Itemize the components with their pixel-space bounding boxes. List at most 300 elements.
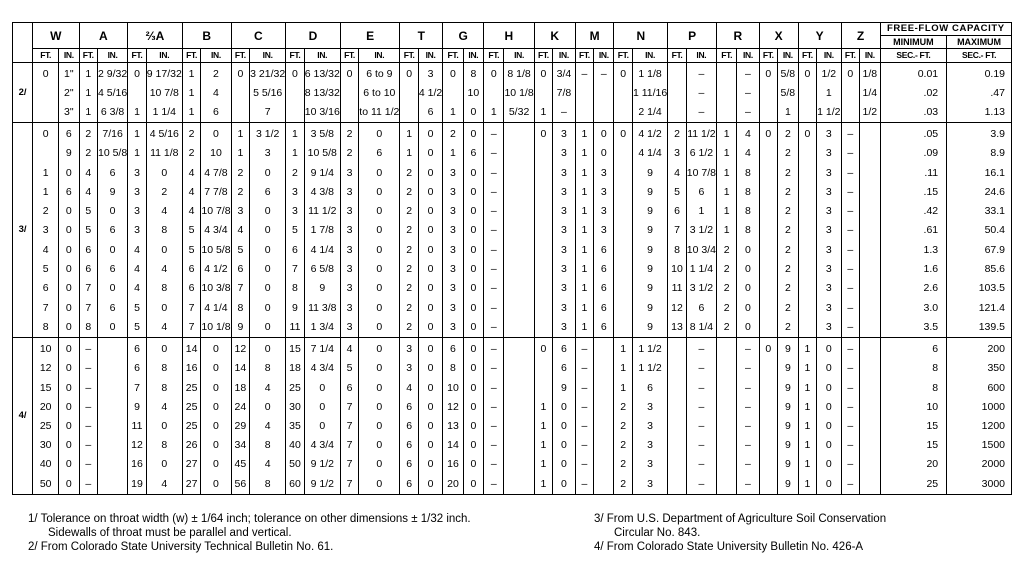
table-cell: 3 <box>647 458 654 471</box>
table-cell: 2 <box>406 205 413 218</box>
table-cell <box>760 455 778 474</box>
table-cell: 10 <box>447 381 459 394</box>
data-column-cell <box>231 338 250 495</box>
table-cell <box>799 183 817 202</box>
table-cell <box>594 455 613 474</box>
table-cell: 3 <box>346 205 353 218</box>
table-cell: 2 <box>620 400 627 413</box>
table-cell <box>535 183 553 202</box>
table-cell: – <box>490 458 497 471</box>
table-cell <box>614 84 632 103</box>
unit-label: IN. <box>553 49 575 63</box>
table-cell: 3 1/2 <box>255 128 280 140</box>
table-cell: – <box>847 362 854 375</box>
table-cell <box>33 84 58 103</box>
data-column-cell <box>463 63 483 123</box>
table-cell: 3 <box>647 439 654 452</box>
data-column-cell <box>717 63 737 123</box>
table-cell: 0 <box>376 458 383 471</box>
table-cell: 6 <box>109 166 116 179</box>
table-cell: – <box>847 166 854 179</box>
table-cell <box>860 144 880 163</box>
table-cell: – <box>490 343 497 356</box>
table-cell: 1 <box>85 68 92 80</box>
table-cell: 0 <box>804 128 811 140</box>
table-cell: 0 <box>65 320 72 333</box>
table-cell: 1 <box>540 400 547 413</box>
table-cell <box>614 183 632 202</box>
unit-label: IN. <box>737 49 759 63</box>
table-cell: – <box>85 362 92 375</box>
table-cell: – <box>490 243 497 256</box>
table-cell: 0 <box>427 128 434 140</box>
table-cell: 5 <box>188 224 195 237</box>
table-cell: 1 <box>723 224 730 237</box>
table-cell <box>98 436 127 455</box>
table-cell <box>860 436 880 455</box>
table-cell: 4 1/4 <box>310 243 334 256</box>
table-cell: 1/2 <box>862 106 878 118</box>
table-cell: 0 <box>65 301 72 314</box>
table-cell: 56 <box>234 477 247 490</box>
table-cell: 9 1/2 <box>310 458 334 471</box>
table-cell: 3 <box>560 282 567 295</box>
table-cell: 10 5/8 <box>98 147 128 160</box>
table-cell: 3 <box>560 224 567 237</box>
table-cell: – <box>600 68 607 80</box>
table-cell: 0 <box>319 400 326 413</box>
table-cell <box>286 103 304 122</box>
data-column-cell <box>759 123 778 338</box>
table-cell <box>576 84 594 103</box>
unit-label: FT. <box>841 49 860 63</box>
table-cell: 67.9 <box>984 243 1005 256</box>
table-cell: 3 <box>560 128 567 140</box>
table-cell: 1 <box>723 128 730 140</box>
table-cell: to 11 1/2 <box>359 106 400 118</box>
table-cell: 2 <box>784 263 791 276</box>
table-cell: 5 <box>237 243 244 256</box>
table-cell: 10 <box>671 263 683 276</box>
table-cell: 5/8 <box>780 87 796 99</box>
table-cell: 6 <box>406 420 413 433</box>
table-cell <box>535 299 553 318</box>
table-cell <box>33 144 58 163</box>
table-cell: 8 1/8 <box>507 68 531 80</box>
table-cell: 1 <box>581 166 588 179</box>
table-cell: 1 <box>581 320 588 333</box>
table-cell: 10 7/8 <box>149 87 179 99</box>
table-cell: 0 <box>42 68 49 80</box>
table-cell: 0 <box>745 320 751 333</box>
table-cell: 1 1/2 <box>817 106 841 118</box>
table-cell <box>98 340 127 359</box>
table-cell <box>128 84 146 103</box>
table-cell <box>860 164 880 183</box>
unit-label: FT. <box>575 49 594 63</box>
table-cell: 3 <box>346 301 353 314</box>
table-cell <box>860 417 880 436</box>
table-cell: 2 <box>42 205 49 218</box>
unit-label: IN. <box>504 49 534 63</box>
table-cell: 0 <box>470 301 477 314</box>
table-cell: 0 <box>560 400 567 413</box>
table-cell: 0 <box>264 205 271 218</box>
table-cell: 9 <box>784 439 791 452</box>
table-cell: 6 <box>600 320 607 333</box>
table-cell: 0 <box>600 147 607 160</box>
table-cell: 6 <box>264 185 271 198</box>
data-column-cell <box>575 123 594 338</box>
table-cell: – <box>698 477 705 490</box>
table-cell <box>842 84 860 103</box>
data-column-cell <box>737 123 759 338</box>
table-cell: – <box>847 301 854 314</box>
table-cell: 4 <box>161 320 168 333</box>
table-cell: – <box>745 68 751 80</box>
table-cell: 0 <box>470 224 477 237</box>
table-cell: 16 <box>185 362 198 375</box>
footnote-ref-mark: 4/ <box>13 338 33 495</box>
data-column-cell <box>668 123 687 338</box>
table-cell: 1 <box>784 106 791 118</box>
table-cell: 139.5 <box>978 320 1005 333</box>
table-cell: 11 1/2 <box>687 128 716 140</box>
unit-label: IN. <box>59 49 79 63</box>
table-cell <box>760 260 778 279</box>
table-cell: 1/4 <box>862 87 878 99</box>
table-cell: 0 <box>470 439 477 452</box>
table-cell <box>668 475 686 494</box>
table-cell: 0 <box>427 420 434 433</box>
data-column-cell <box>632 63 667 123</box>
table-cell: – <box>490 439 497 452</box>
table-cell: 0 <box>470 185 477 198</box>
table-cell: – <box>745 439 751 452</box>
table-cell <box>504 455 533 474</box>
table-cell: .61 <box>923 224 939 237</box>
footnote-1-line-1: 1/ Tolerance on throat width (w) ± 1/64 inch; tolerance on other dimensions ± 1/32 inch. <box>28 513 471 525</box>
table-cell <box>717 398 736 417</box>
table-cell: 3 <box>346 320 353 333</box>
table-cell: 27 <box>185 458 198 471</box>
table-cell: 6 <box>109 301 116 314</box>
table-cell <box>535 202 553 221</box>
data-column-cell <box>98 123 128 338</box>
table-cell: 14 <box>234 362 247 375</box>
table-cell <box>614 103 632 122</box>
table-cell: 2 <box>85 128 92 140</box>
table-cell: 6 <box>647 381 654 394</box>
table-cell: 1 <box>406 128 413 140</box>
unit-label: FT. <box>128 49 147 63</box>
data-column-cell <box>534 63 553 123</box>
table-cell: 0 <box>540 343 547 356</box>
table-cell: 3 <box>560 205 567 218</box>
table-cell <box>799 144 817 163</box>
table-cell: 0 <box>65 362 72 375</box>
table-cell: .02 <box>923 87 939 99</box>
column-header-13: P <box>668 23 717 49</box>
unit-label: IN. <box>632 49 667 63</box>
data-column-cell <box>304 63 340 123</box>
table-cell: 3 <box>134 224 140 237</box>
table-cell: 1.13 <box>984 106 1005 118</box>
table-cell: 4 <box>188 185 195 198</box>
table-cell: 1 <box>581 185 588 198</box>
table-cell: 1 <box>581 224 588 237</box>
table-cell: 11 <box>131 420 143 433</box>
table-cell: 3 <box>450 282 456 295</box>
table-cell: 27 <box>185 477 198 490</box>
flume-dimension-table-container <box>12 22 1012 495</box>
table-cell: 1.3 <box>923 243 939 256</box>
table-cell: 1 <box>134 147 140 160</box>
table-cell: 9 <box>784 381 791 394</box>
table-cell: 2 <box>723 282 730 295</box>
table-cell: 6 <box>42 282 49 295</box>
table-cell: 0 <box>264 400 271 413</box>
table-cell: 7 <box>346 439 353 452</box>
table-cell: – <box>847 320 854 333</box>
table-cell: 4 1/4 <box>638 147 662 160</box>
table-cell: 3 <box>600 224 607 237</box>
table-cell: – <box>85 439 92 452</box>
table-cell: – <box>581 477 588 490</box>
table-cell: 9 <box>560 381 567 394</box>
table-cell <box>594 103 613 122</box>
table-cell: 4 5/16 <box>149 128 179 140</box>
table-cell: 2 <box>406 243 413 256</box>
table-cell: 0 <box>540 128 547 140</box>
unit-label: IN. <box>686 49 716 63</box>
table-cell: 0 <box>427 477 434 490</box>
unit-label: FT. <box>182 49 201 63</box>
table-cell: 3 <box>42 224 49 237</box>
data-column-cell <box>798 63 817 123</box>
table-cell: – <box>490 400 497 413</box>
table-cell: 2 <box>406 320 413 333</box>
table-cell: 200 <box>987 343 1005 356</box>
table-cell: 0 <box>213 458 219 471</box>
table-cell: 8 <box>161 381 168 394</box>
unit-label: IN. <box>463 49 483 63</box>
table-cell: 0 <box>406 68 413 80</box>
table-cell: 6 <box>470 147 477 160</box>
table-cell: 0 <box>825 420 832 433</box>
data-column-cell <box>359 123 400 338</box>
table-cell: 9 <box>784 477 791 490</box>
data-column-cell <box>418 338 442 495</box>
data-column-cell <box>947 338 1012 495</box>
table-cell: 9 <box>784 362 791 375</box>
table-cell: 3 <box>825 320 832 333</box>
table-cell: 0 <box>161 243 168 256</box>
table-cell: 3.5 <box>923 320 939 333</box>
table-cell: 0 <box>376 477 383 490</box>
table-cell <box>576 103 594 122</box>
table-cell <box>860 475 880 494</box>
table-cell: 3 <box>134 166 140 179</box>
data-column-cell <box>947 63 1012 123</box>
table-cell <box>860 260 880 279</box>
table-cell: 7 <box>237 282 244 295</box>
table-cell: 6 <box>698 301 705 314</box>
table-cell: 8 <box>85 320 92 333</box>
table-cell <box>504 125 533 144</box>
table-cell: 9 <box>134 400 140 413</box>
table-cell: 0 <box>825 477 832 490</box>
table-cell <box>860 125 880 144</box>
data-column-cell <box>201 63 231 123</box>
table-cell: 2 <box>237 166 244 179</box>
table-cell: 2 <box>723 243 730 256</box>
table-cell: 3 <box>560 320 567 333</box>
table-cell: 0 <box>65 420 72 433</box>
table-cell: – <box>698 439 705 452</box>
table-cell: 0 <box>804 68 811 80</box>
table-cell: 0 <box>560 477 567 490</box>
table-cell <box>799 299 817 318</box>
table-cell: 1 <box>237 147 244 160</box>
table-cell: 0 <box>42 128 49 140</box>
table-cell: 3 <box>600 205 607 218</box>
unit-label: FT. <box>798 49 817 63</box>
table-cell: – <box>581 381 588 394</box>
data-column-cell <box>553 338 575 495</box>
table-cell: 6 <box>109 224 116 237</box>
table-cell: 0 <box>109 243 116 256</box>
table-group-row <box>13 338 1012 495</box>
table-cell: 1 <box>292 147 298 160</box>
column-header-3: B <box>182 23 231 49</box>
table-cell: 2 <box>406 224 413 237</box>
column-header-2: ⅔A <box>128 23 183 49</box>
data-column-cell <box>575 63 594 123</box>
table-cell: 3 <box>346 224 353 237</box>
table-cell: 3 <box>406 362 413 375</box>
table-cell <box>614 260 632 279</box>
table-cell: 0 <box>450 68 456 80</box>
table-cell: 40 <box>39 458 52 471</box>
table-cell: 0 <box>264 282 271 295</box>
table-cell: 4 5/16 <box>98 87 128 99</box>
data-column-cell <box>947 123 1012 338</box>
table-cell <box>504 164 533 183</box>
table-cell: 9 <box>647 224 654 237</box>
table-cell: 1 <box>581 301 588 314</box>
table-cell: 15 <box>289 343 301 356</box>
table-cell: 4 <box>161 205 168 218</box>
table-cell: 9 17/32 <box>146 68 182 80</box>
table-cell: – <box>698 106 705 118</box>
table-cell <box>760 436 778 455</box>
table-cell: 1500 <box>981 439 1005 452</box>
data-column-cell <box>817 63 841 123</box>
table-cell: 1 <box>540 420 547 433</box>
data-column-cell <box>443 338 463 495</box>
table-cell: 11 1/8 <box>150 147 179 160</box>
table-cell <box>400 103 418 122</box>
table-cell: 0 <box>427 263 434 276</box>
table-cell: 103.5 <box>978 282 1005 295</box>
table-cell: – <box>847 381 854 394</box>
table-cell <box>760 398 778 417</box>
data-column-cell <box>717 123 737 338</box>
table-cell: 60 <box>289 477 301 490</box>
data-column-cell <box>59 338 79 495</box>
table-cell: 3 <box>450 243 456 256</box>
data-column-cell <box>182 123 201 338</box>
table-cell: – <box>847 128 854 140</box>
data-column-cell <box>128 123 147 338</box>
table-cell: 1 1/2 <box>638 362 662 375</box>
table-cell: 8 <box>745 205 751 218</box>
table-cell: 0 <box>470 400 477 413</box>
table-cell <box>760 241 778 260</box>
unit-label: FT. <box>400 49 419 63</box>
data-column-cell <box>484 123 504 338</box>
table-cell <box>614 318 632 337</box>
table-cell: 0 <box>65 282 72 295</box>
table-cell: 3 <box>292 205 298 218</box>
table-cell <box>799 241 817 260</box>
table-cell: 50 <box>289 458 301 471</box>
table-cell: 0 <box>264 243 271 256</box>
table-cell: – <box>698 420 705 433</box>
table-cell <box>535 221 553 240</box>
table-cell: 1 <box>450 147 456 160</box>
free-flow-capacity-header: FREE-FLOW CAPACITY <box>880 23 1011 36</box>
data-column-cell <box>594 338 614 495</box>
table-cell: 9 <box>647 282 654 295</box>
table-cell: 6 <box>450 343 456 356</box>
table-cell: 0 <box>213 343 219 356</box>
table-cell: 4 3/4 <box>204 224 228 237</box>
table-cell: 4 3/4 <box>310 439 334 452</box>
table-cell: 18 <box>234 381 247 394</box>
table-cell: 1 <box>723 185 730 198</box>
table-cell: 2 <box>406 166 413 179</box>
table-cell: 20 <box>926 458 939 471</box>
table-cell <box>614 221 632 240</box>
table-cell: 10 5/8 <box>307 147 337 160</box>
unit-label: FT. <box>340 49 359 63</box>
table-cell: 0 <box>161 420 168 433</box>
table-cell <box>594 436 613 455</box>
table-cell <box>341 103 359 122</box>
table-cell: 4 1/4 <box>204 301 228 314</box>
table-cell: 8 <box>674 243 680 256</box>
table-cell: 0 <box>825 362 832 375</box>
table-cell: – <box>847 477 854 490</box>
table-cell: 0 <box>427 147 434 160</box>
table-cell <box>668 417 686 436</box>
table-cell <box>535 144 553 163</box>
table-cell: 1 <box>698 205 705 218</box>
table-cell: 2 <box>620 439 627 452</box>
table-cell: 10 3/16 <box>304 106 340 118</box>
table-cell: 0 <box>427 224 434 237</box>
table-cell: 10 7/8 <box>201 205 231 218</box>
data-column-cell <box>504 123 534 338</box>
data-column-cell <box>880 63 946 123</box>
table-cell: 4 <box>406 381 413 394</box>
table-cell: 0 <box>376 205 383 218</box>
table-cell: 25 <box>185 400 198 413</box>
table-cell <box>594 359 613 378</box>
data-column-cell <box>778 123 799 338</box>
